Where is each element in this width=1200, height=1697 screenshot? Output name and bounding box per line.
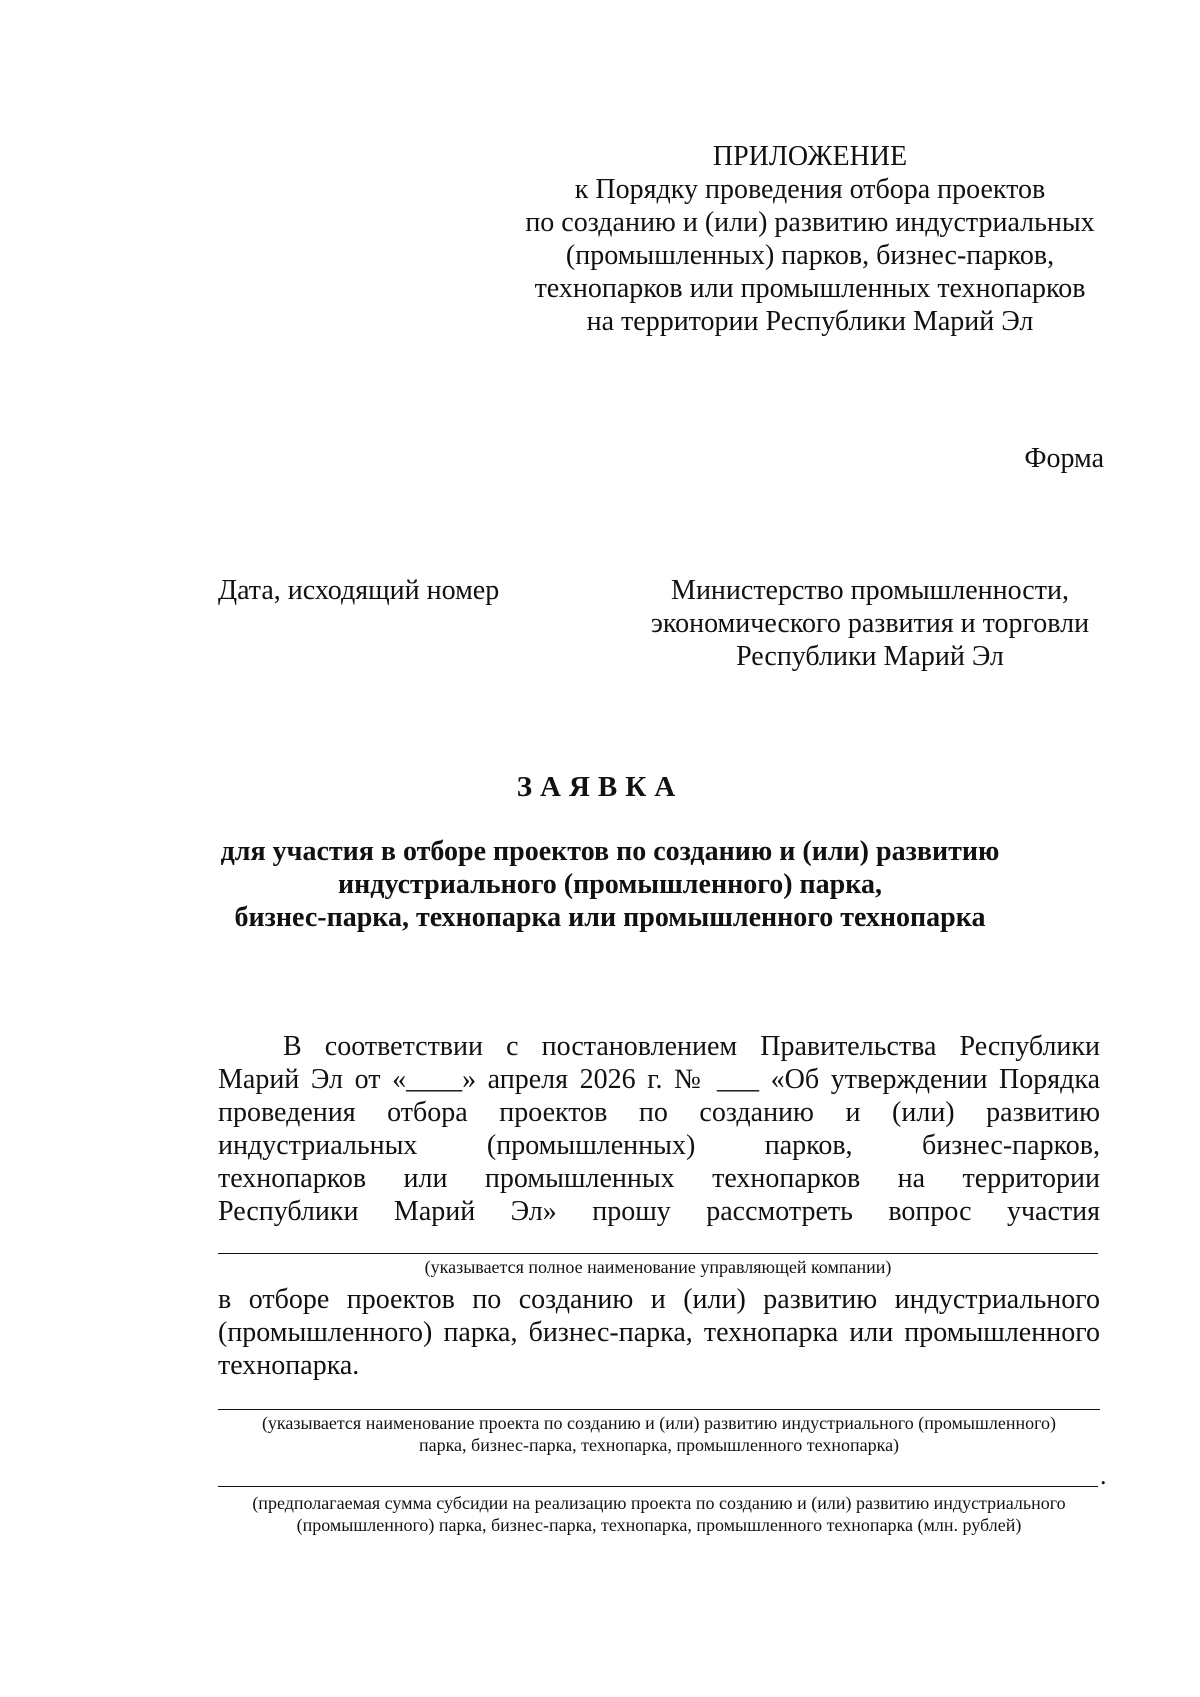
paragraph-line: в отборе проектов по созданию и (или) развитию индустриального	[218, 1284, 1100, 1315]
company-name-blank-line	[218, 1253, 1098, 1254]
paragraph-line: проведения отбора проектов по созданию и (или) развитию	[218, 1097, 1100, 1128]
paragraph-line: (промышленного) парка, бизнес-парка, технопарка или промышленного	[218, 1317, 1100, 1348]
addressee-line: Республики Марий Эл	[736, 641, 1004, 672]
caption-line: парка, бизнес-парка, технопарка, промышленного технопарка)	[418, 1435, 900, 1455]
appendix-line: технопарков или промышленных технопарков	[534, 273, 1086, 304]
project-name-caption	[218, 1412, 1100, 1456]
paragraph-line: технопарков или промышленных технопарков на территории	[218, 1163, 1100, 1194]
caption-line: (предполагаемая сумма субсидии на реализацию проекта по созданию и (или) развитию индустриального	[252, 1493, 1066, 1513]
body-paragraph-2	[218, 1283, 1100, 1382]
paragraph-line: технопарка.	[218, 1350, 360, 1381]
paragraph-line: индустриальных (промышленных) парков, бизнес-парков,	[218, 1130, 1100, 1161]
appendix-line: по созданию и (или) развитию индустриальных	[525, 207, 1095, 238]
subsidy-amount-caption	[218, 1492, 1100, 1536]
document-title: ЗАЯВКА	[516, 771, 684, 803]
appendix-line: ПРИЛОЖЕНИЕ	[712, 141, 908, 172]
caption-line: (промышленного) парка, бизнес-парка, технопарка, промышленного технопарка (млн. рублей)	[296, 1515, 1022, 1535]
appendix-line: (промышленных) парков, бизнес-парков,	[565, 240, 1055, 271]
paragraph-line: В соответствии с постановлением Правительства Республики	[283, 1031, 1100, 1062]
body-paragraph-1	[218, 1030, 1100, 1228]
appendix-line: на территории Республики Марий Эл	[586, 306, 1034, 337]
company-name-caption: (указывается полное наименование управляющей компании)	[424, 1257, 892, 1277]
subtitle-line: для участия в отборе проектов по созданию и (или) развитию	[220, 836, 1000, 867]
appendix-line: к Порядку проведения отбора проектов	[574, 174, 1046, 205]
project-name-blank-line	[218, 1409, 1100, 1410]
addressee-block	[640, 574, 1100, 673]
caption-line: (указывается наименование проекта по созданию и (или) развитию индустриального (промышленного)	[261, 1413, 1057, 1433]
line-end-period: .	[1100, 1461, 1107, 1490]
paragraph-line: Республики Марий Эл» прошу рассмотреть вопрос участия	[218, 1196, 1100, 1227]
form-label: Форма	[1024, 443, 1104, 474]
subtitle-line: индустриального (промышленного) парка,	[338, 869, 882, 900]
addressee-line: Министерство промышленности,	[671, 575, 1069, 606]
addressee-line: экономического развития и торговли	[650, 608, 1090, 639]
appendix-header	[520, 140, 1100, 338]
paragraph-line: Марий Эл от «____» апреля 2026 г. № ___ «Об утверждении Порядка	[218, 1064, 1100, 1095]
subtitle-line: бизнес-парка, технопарка или промышленного технопарка	[234, 902, 986, 933]
subsidy-amount-blank-line	[218, 1486, 1098, 1487]
document-subtitle	[160, 835, 1060, 934]
date-number-label: Дата, исходящий номер	[218, 575, 500, 606]
